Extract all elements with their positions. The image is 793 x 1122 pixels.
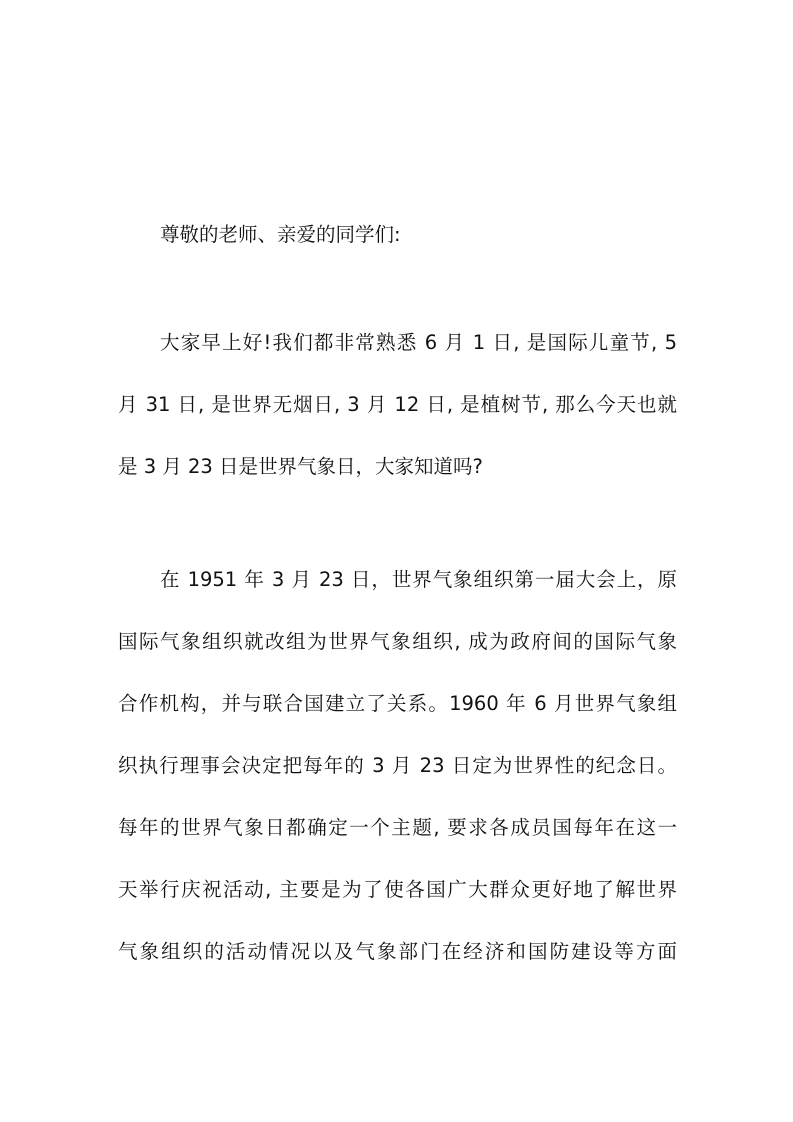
paragraph-2-line: 每年的世界气象日都确定一个主题, 要求各成员国每年在这一 [118, 816, 677, 839]
paragraph-1-line: 大家早上好!我们都非常熟悉 6 月 1 日, 是国际儿童节, 5 [160, 331, 677, 354]
paragraph-1-line: 月 31 日, 是世界无烟日, 3 月 12 日, 是植树节, 那么今天也就 [118, 393, 677, 416]
paragraph-1-line: 是 3 月 23 日是世界气象日，大家知道吗? [118, 455, 483, 478]
paragraph-2-line: 天举行庆祝活动, 主要是为了使各国广大群众更好地了解世界 [118, 878, 677, 901]
paragraph-2-line: 合作机构，并与联合国建立了关系。1960 年 6 月世界气象组 [118, 692, 677, 715]
paragraph-2-line: 织执行理事会决定把每年的 3 月 23 日定为世界性的纪念日。 [118, 754, 677, 777]
salutation: 尊敬的老师、亲爱的同学们: [160, 223, 401, 246]
paragraph-2-line: 气象组织的活动情况以及气象部门在经济和国防建设等方面 [118, 940, 677, 963]
paragraph-2-line: 在 1951 年 3 月 23 日，世界气象组织第一届大会上，原 [160, 568, 677, 591]
paragraph-2-line: 国际气象组织就改组为世界气象组织, 成为政府间的国际气象 [118, 630, 677, 653]
